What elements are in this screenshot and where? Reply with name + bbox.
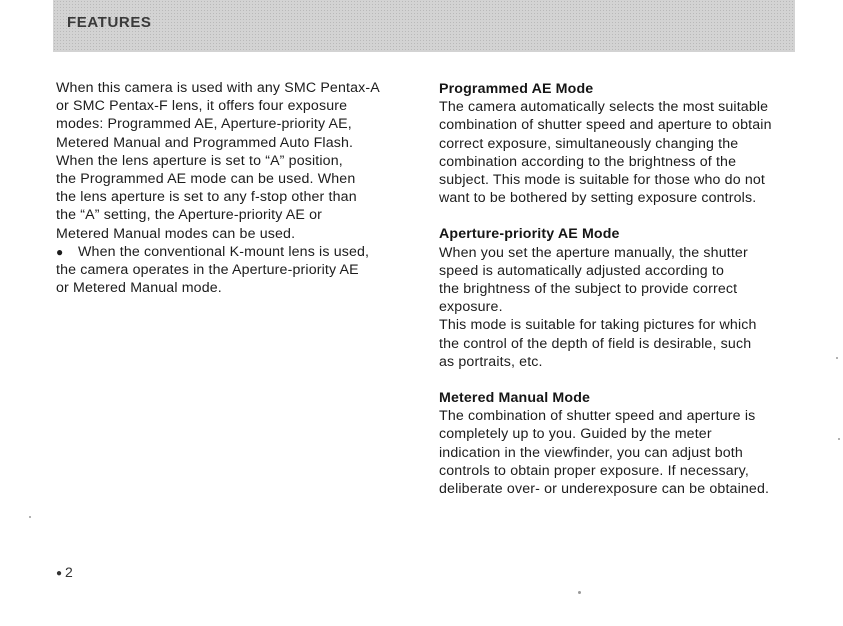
text-line: subject. This mode is suitable for those who do not: [439, 172, 765, 189]
text-line: Metered Manual modes can be used.: [56, 225, 296, 242]
scan-speck: [836, 357, 838, 359]
text-line: This mode is suitable for taking pictures for which: [439, 317, 757, 334]
text-line: The camera automatically selects the most suitable: [439, 99, 769, 116]
text-line: When you set the aperture manually, the shutter: [439, 244, 748, 261]
text-line: as portraits, etc.: [439, 353, 543, 370]
text-line: The combination of shutter speed and aperture is: [439, 408, 756, 425]
text-line: the lens aperture is set to any f-stop other than: [56, 189, 357, 206]
section-title: Programmed AE Mode: [439, 81, 594, 97]
text-line: When this camera is used with any SMC Pentax-A: [56, 80, 380, 96]
text-line: the control of the depth of field is desirable, such: [439, 335, 752, 352]
bullet-icon: ●: [56, 244, 64, 259]
section-metered-manual: [439, 389, 819, 498]
section-title: Metered Manual Mode: [439, 390, 591, 407]
text-line: combination according to the brightness of the: [439, 153, 737, 170]
bullet-note: [56, 243, 411, 298]
intro-column: [56, 79, 411, 297]
text-line: exposure.: [439, 299, 503, 316]
page-dot-icon: ●: [56, 568, 63, 579]
page-number-value: 2: [65, 564, 73, 580]
text-line: the camera operates in the Aperture-priority AE: [56, 262, 359, 279]
text-line: the Programmed AE mode can be used. When: [56, 171, 356, 188]
text-line: want to be bothered by setting exposure controls.: [439, 190, 757, 207]
header-band: [53, 0, 795, 52]
text-line: When the conventional K-mount lens is used,: [78, 243, 370, 260]
scan-speck: [838, 438, 840, 440]
modes-column: [439, 80, 819, 516]
scan-speck: [29, 516, 31, 518]
text-line: modes: Programmed AE, Aperture-priority AE,: [56, 116, 352, 133]
text-line: Metered Manual and Programmed Auto Flash.: [56, 134, 354, 151]
section-title: Aperture-priority AE Mode: [439, 226, 620, 243]
text-line: or SMC Pentax-F lens, it offers four exposure: [56, 98, 348, 115]
text-line: the brightness of the subject to provide correct: [439, 281, 738, 298]
page-title: FEATURES: [67, 14, 152, 31]
text-line: combination of shutter speed and aperture to obtain: [439, 117, 772, 134]
section-aperture-priority-ae: [439, 225, 819, 371]
text-line: indication in the viewfinder, you can adjust both: [439, 444, 743, 461]
text-line: speed is automatically adjusted according to: [439, 262, 724, 279]
text-line: correct exposure, simultaneously changing the: [439, 135, 739, 152]
text-line: controls to obtain proper exposure. If necessary,: [439, 462, 749, 479]
text-line: deliberate over- or underexposure can be obtained.: [439, 481, 770, 498]
section-programmed-ae: [439, 80, 819, 207]
page-number: [56, 563, 73, 583]
text-line: When the lens aperture is set to “A” position,: [56, 152, 343, 169]
scan-speck: [578, 591, 581, 594]
intro-paragraph: [56, 79, 411, 243]
text-line: or Metered Manual mode.: [56, 280, 222, 297]
text-line: the “A” setting, the Aperture-priority AE or: [56, 207, 323, 224]
text-line: completely up to you. Guided by the meter: [439, 426, 712, 443]
bullet-first-line: [56, 243, 411, 261]
